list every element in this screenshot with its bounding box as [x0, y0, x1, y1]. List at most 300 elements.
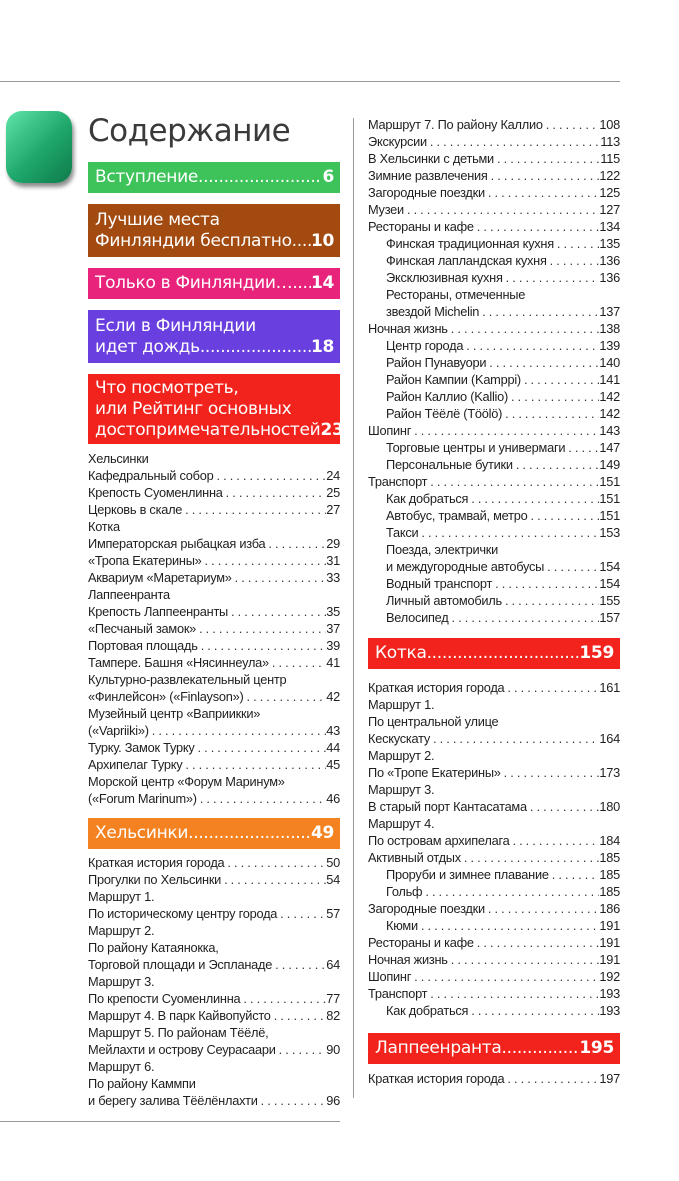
toc-header-line: [95, 167, 334, 188]
toc-header-title: идет дождь: [95, 336, 200, 357]
dot-leader: [504, 1070, 599, 1087]
toc-entry-title: Активный отдых: [368, 850, 461, 865]
toc-entry-page: 82: [326, 1008, 340, 1023]
toc-entry[interactable]: [88, 552, 340, 569]
toc-entry[interactable]: [368, 422, 620, 439]
dot-leader: [430, 730, 599, 747]
toc-entry-page: 185: [599, 867, 620, 882]
toc-entry-title: Краткая история города: [88, 855, 225, 870]
toc-entry[interactable]: [88, 773, 340, 790]
toc-entry[interactable]: [88, 518, 340, 535]
toc-entry-page: 143: [599, 423, 620, 438]
toc-entry[interactable]: [88, 1075, 340, 1092]
toc-entry[interactable]: [368, 473, 620, 490]
toc-header-page: 10: [310, 230, 334, 251]
toc-entry-title: Торговой площади и Эспланаде: [88, 957, 273, 972]
toc-entry[interactable]: [368, 679, 620, 696]
toc-entry[interactable]: [368, 815, 620, 832]
toc-entry[interactable]: [368, 405, 620, 422]
toc-entry-title: Район Тёёлё (Töölö): [386, 406, 503, 421]
toc-entry-title: Район Пунавуори: [386, 355, 487, 370]
toc-entry-title: Морской центр «Форум Маринум»: [88, 774, 285, 789]
toc-entry-title: Крепость Лаппеенранты: [88, 604, 229, 619]
toc-header-page: 159: [579, 643, 614, 663]
dot-leader: [277, 905, 326, 922]
toc-entry-title: Церковь в скале: [88, 502, 183, 517]
dot-leader: [182, 756, 326, 773]
toc-entry[interactable]: [368, 337, 620, 354]
toc-entry-page: 149: [599, 457, 620, 472]
toc-entry[interactable]: [88, 722, 340, 739]
toc-entry[interactable]: [88, 467, 340, 484]
toc-header-title: Только в Финляндии…: [95, 273, 293, 293]
dot-leader: [508, 388, 599, 405]
toc-entry[interactable]: [368, 541, 620, 558]
dot-leader: [196, 620, 326, 637]
toc-entry[interactable]: [368, 592, 620, 609]
toc-header-best[interactable]: [88, 204, 340, 257]
toc-entry-page: 77: [326, 991, 340, 1006]
dot-leader: [474, 218, 600, 235]
toc-entry[interactable]: [368, 609, 620, 626]
dot-leader: [554, 235, 599, 252]
toc-entry-page: 154: [599, 559, 620, 574]
toc-entry-title: «Финлейсон» («Finlayson»): [88, 689, 244, 704]
dot-leader: [422, 883, 599, 900]
toc-entry-page: 151: [599, 508, 620, 523]
dot-leader: [269, 654, 326, 671]
dot-leader: [243, 688, 326, 705]
toc-entry-page: 191: [599, 918, 620, 933]
toc-entry[interactable]: [88, 888, 340, 905]
toc-entry[interactable]: [368, 883, 620, 900]
toc-header-line: [375, 643, 614, 664]
toc-entry-title: Финская традиционная кухня: [386, 236, 554, 251]
toc-entry[interactable]: [88, 586, 340, 603]
toc-entry-page: 151: [599, 474, 620, 489]
toc-entry-title: Водный транспорт: [386, 576, 493, 591]
toc-entry[interactable]: [368, 167, 620, 184]
toc-header-title: Котка: [375, 643, 427, 663]
toc-entry-page: 33: [326, 570, 340, 585]
toc-entry[interactable]: [368, 320, 620, 337]
page-title: Содержание: [88, 113, 291, 149]
toc-entry[interactable]: [368, 286, 620, 303]
toc-entry[interactable]: [368, 696, 620, 713]
toc-entry[interactable]: [368, 388, 620, 405]
toc-entry[interactable]: [88, 484, 340, 501]
toc-entry-title: Архипелаг Турку: [88, 757, 183, 772]
toc-entry-title: Маршрут 1.: [368, 697, 435, 712]
toc-entry[interactable]: [88, 905, 340, 922]
dot-leader: [527, 507, 599, 524]
dot-leader: [544, 558, 599, 575]
toc-entry-title: Финская лапландская кухня: [386, 253, 547, 268]
toc-entry[interactable]: [368, 371, 620, 388]
toc-entry[interactable]: [368, 235, 620, 252]
toc-entry-title: Зимние развлечения: [368, 168, 488, 183]
toc-header-line: [95, 823, 334, 844]
toc-header-lappeenranta[interactable]: [368, 1033, 620, 1064]
dot-leader: [221, 871, 326, 888]
dot-leader: [418, 917, 600, 934]
toc-entry-title: Загородные поездки: [368, 185, 485, 200]
toc-entry-page: 90: [326, 1042, 340, 1057]
toc-entry-page: 139: [599, 338, 620, 353]
toc-entry[interactable]: [368, 150, 620, 167]
toc-entry[interactable]: [368, 524, 620, 541]
toc-entry[interactable]: [368, 764, 620, 781]
toc-entry[interactable]: [88, 705, 340, 722]
toc-entry[interactable]: [88, 1041, 340, 1058]
toc-entry-page: 142: [599, 389, 620, 404]
toc-entry-title: Ночная жизнь: [368, 321, 448, 336]
toc-entry[interactable]: [88, 790, 340, 807]
toc-header-sights[interactable]: [88, 374, 344, 444]
toc-entry[interactable]: [88, 1007, 340, 1024]
toc-entry[interactable]: [88, 1092, 340, 1109]
toc-entry-page: 127: [599, 202, 620, 217]
toc-entry[interactable]: [88, 535, 340, 552]
dot-leader: [292, 273, 311, 294]
toc-entry-page: 37: [326, 621, 340, 636]
toc-entry[interactable]: [88, 871, 340, 888]
dot-leader: [501, 764, 600, 781]
toc-entry[interactable]: [88, 922, 340, 939]
toc-entry[interactable]: [368, 985, 620, 1002]
toc-entry-title: Персональные бутики: [386, 457, 513, 472]
toc-entry[interactable]: [368, 849, 620, 866]
toc-header-page: 195: [579, 1038, 614, 1058]
toc-entry-title: По крепости Суоменлинна: [88, 991, 241, 1006]
dot-leader: [463, 337, 599, 354]
dot-leader: [271, 1007, 327, 1024]
dot-leader: [468, 1002, 599, 1019]
toc-entry-title: Императорская рыбацкая изба: [88, 536, 266, 551]
toc-entry-title: Тампере. Башня «Нясиннеула»: [88, 655, 269, 670]
toc-entry-title: Торговые центры и универмаги: [386, 440, 566, 455]
toc-entry[interactable]: [368, 133, 620, 150]
toc-header-page: 23: [320, 419, 344, 440]
toc-entry[interactable]: [368, 439, 620, 456]
toc-header-page: 18: [310, 336, 334, 357]
toc-entry[interactable]: [88, 939, 340, 956]
toc-entry[interactable]: [368, 781, 620, 798]
dot-leader: [461, 849, 600, 866]
toc-entry-page: 153: [599, 525, 620, 540]
toc-entry-page: 125: [599, 185, 620, 200]
toc-entry[interactable]: [368, 354, 620, 371]
dot-leader: [448, 320, 600, 337]
toc-entry[interactable]: [368, 218, 620, 235]
toc-entry-page: 164: [599, 731, 620, 746]
toc-entry-title: Маршрут 4.: [368, 816, 435, 831]
toc-header-line: [95, 210, 334, 231]
toc-header-title: Хельсинки: [95, 823, 189, 843]
toc-entry[interactable]: [88, 569, 340, 586]
toc-header-line: [375, 1038, 614, 1059]
dot-leader: [418, 524, 599, 541]
toc-entry[interactable]: [88, 739, 340, 756]
dot-leader: [276, 1041, 327, 1058]
toc-entry-title: По центральной улице: [368, 714, 499, 729]
toc-entry-title: Центр города: [386, 338, 464, 353]
helsinki-continued-list: [368, 116, 620, 626]
toc-entry-page: 39: [326, 638, 340, 653]
dot-leader: [197, 790, 326, 807]
toc-header-rain[interactable]: [88, 310, 340, 363]
toc-entry[interactable]: [88, 654, 340, 671]
toc-entry-page: 27: [326, 502, 340, 517]
toc-entry-title: «Песчаный замок»: [88, 621, 197, 636]
toc-entry-page: 44: [326, 740, 340, 755]
toc-entry-page: 180: [599, 799, 620, 814]
toc-header-title: Что посмотреть,: [95, 377, 239, 398]
toc-entry[interactable]: [368, 507, 620, 524]
toc-entry-title: Маршрут 3.: [368, 782, 435, 797]
toc-entry-page: 147: [599, 440, 620, 455]
toc-entry-page: 96: [326, 1093, 340, 1108]
dot-leader: [427, 985, 599, 1002]
toc-entry[interactable]: [368, 968, 620, 985]
toc-header-line: [95, 231, 334, 252]
toc-entry-title: Прогулки по Хельсинки: [88, 872, 222, 887]
toc-entry-page: 113: [600, 134, 620, 149]
toc-header-intro[interactable]: [88, 162, 340, 193]
toc-entry-title: Музеи: [368, 202, 404, 217]
toc-entry[interactable]: [368, 798, 620, 815]
toc-entry-title: Кафедральный собор: [88, 468, 214, 483]
toc-entry-page: 25: [326, 485, 340, 500]
toc-entry-page: 31: [326, 553, 340, 568]
toc-entry-page: 108: [599, 117, 620, 132]
toc-entry-title: Рестораны, отмеченные: [386, 287, 526, 302]
toc-entry-title: Кескускату: [368, 731, 430, 746]
toc-entry[interactable]: [368, 201, 620, 218]
dot-leader: [547, 252, 600, 269]
dot-leader: [479, 303, 599, 320]
toc-entry-page: 185: [599, 884, 620, 899]
toc-entry-title: Район Каллио (Kallio): [386, 389, 509, 404]
toc-entry-title: Маршрут 7. По району Каллио: [368, 117, 543, 132]
dot-leader: [492, 575, 599, 592]
dot-leader: [272, 956, 326, 973]
toc-entry-title: Маршрут 1.: [88, 889, 155, 904]
dot-leader: [494, 150, 600, 167]
dot-leader: [513, 456, 600, 473]
toc-entry[interactable]: [368, 866, 620, 883]
toc-entry-title: Автобус, трамвай, метро: [386, 508, 528, 523]
toc-entry[interactable]: [88, 501, 340, 518]
dot-leader: [194, 739, 326, 756]
dot-leader: [182, 501, 326, 518]
toc-entry[interactable]: [368, 747, 620, 764]
toc-header-line: [95, 337, 334, 358]
toc-entry-page: 35: [326, 604, 340, 619]
toc-entry-title: Маршрут 2.: [368, 748, 435, 763]
toc-entry-title: («Forum Marinum»): [88, 791, 197, 806]
toc-entry-title: Шопинг: [368, 423, 412, 438]
right-column: [368, 116, 620, 1087]
toc-entry-page: 184: [599, 833, 620, 848]
toc-entry-title: Котка: [88, 519, 120, 534]
toc-entry-title: Турку. Замок Турку: [88, 740, 195, 755]
dot-leader: [448, 609, 599, 626]
toc-entry[interactable]: [368, 900, 620, 917]
toc-entry-page: 50: [326, 855, 340, 870]
toc-entry-title: По району Каммпи: [88, 1076, 196, 1091]
toc-header-line: [95, 273, 334, 294]
toc-entry[interactable]: [88, 637, 340, 654]
toc-entry-title: и междугородные автобусы: [386, 559, 545, 574]
toc-entry[interactable]: [368, 832, 620, 849]
toc-entry[interactable]: [368, 951, 620, 968]
dot-leader: [228, 603, 326, 620]
toc-entry-title: Маршрут 6.: [88, 1059, 155, 1074]
toc-entry-page: 122: [599, 168, 620, 183]
dot-leader: [149, 722, 327, 739]
dot-leader: [198, 167, 322, 188]
toc-entry[interactable]: [368, 303, 620, 320]
toc-entry-page: 115: [600, 151, 620, 166]
toc-entry[interactable]: [368, 490, 620, 507]
toc-header-page: 49: [310, 823, 334, 843]
toc-header-kotka[interactable]: [368, 638, 620, 669]
toc-entry[interactable]: [88, 688, 340, 705]
toc-entry[interactable]: [88, 973, 340, 990]
toc-header-line: [95, 419, 344, 441]
dot-leader: [527, 798, 600, 815]
toc-header-helsinki[interactable]: [88, 818, 340, 849]
toc-entry[interactable]: [88, 1058, 340, 1075]
toc-entry[interactable]: [88, 956, 340, 973]
dot-leader: [502, 1038, 580, 1059]
dot-leader: [404, 201, 599, 218]
toc-entry[interactable]: [88, 990, 340, 1007]
toc-entry-title: По району Катаянокка,: [88, 940, 219, 955]
toc-entry-title: Поезда, электрички: [386, 542, 499, 557]
toc-entry-page: 192: [599, 969, 620, 984]
toc-entry-page: 41: [326, 655, 340, 670]
toc-entry-page: 191: [599, 935, 620, 950]
toc-entry-title: Такси: [386, 525, 419, 540]
dot-leader: [427, 473, 599, 490]
toc-entry-page: 136: [599, 270, 620, 285]
toc-entry[interactable]: [88, 620, 340, 637]
toc-entry[interactable]: [368, 713, 620, 730]
toc-entry-page: 57: [326, 906, 340, 921]
toc-entry-title: Аквариум «Маретариум»: [88, 570, 232, 585]
toc-entry-title: По «Тропе Екатерины»: [368, 765, 501, 780]
toc-entry[interactable]: [368, 252, 620, 269]
toc-entry[interactable]: [88, 854, 340, 871]
toc-entry-title: Культурно-развлекательный центр: [88, 672, 287, 687]
toc-entry-page: 161: [599, 680, 620, 695]
dot-leader: [521, 371, 599, 388]
dot-leader: [502, 592, 599, 609]
toc-entry-page: 29: [326, 536, 340, 551]
toc-entry[interactable]: [368, 917, 620, 934]
toc-entry-title: Маршрут 5. По районам Тёёлё,: [88, 1025, 269, 1040]
column-divider: [353, 118, 354, 1098]
dot-leader: [474, 934, 600, 951]
toc-entry[interactable]: [368, 1002, 620, 1019]
toc-entry-title: Район Кампии (Kamppi): [386, 372, 521, 387]
toc-entry[interactable]: [368, 558, 620, 575]
toc-entry-title: Гольф: [386, 884, 423, 899]
toc-header-only[interactable]: [88, 268, 340, 299]
toc-entry-page: 136: [599, 253, 620, 268]
toc-entry-page: 154: [599, 576, 620, 591]
toc-entry-page: 186: [599, 901, 620, 916]
dot-leader: [411, 422, 599, 439]
toc-entry-page: 43: [326, 723, 340, 738]
toc-entry-page: 46: [326, 791, 340, 806]
toc-header-line: [95, 316, 334, 337]
toc-entry-title: Рестораны и кафе: [368, 935, 474, 950]
dot-leader: [292, 231, 311, 252]
dot-leader: [427, 643, 580, 664]
toc-entry-title: Маршрут 4. В парк Кайвопуйсто: [88, 1008, 271, 1023]
toc-header-title: или Рейтинг основных: [95, 398, 292, 419]
dot-leader: [485, 900, 600, 917]
toc-entry-page: 45: [326, 757, 340, 772]
toc-entry-title: Лаппеенранта: [88, 587, 170, 602]
toc-entry[interactable]: [88, 756, 340, 773]
dot-leader: [488, 167, 600, 184]
left-column: [88, 162, 344, 1109]
toc-entry[interactable]: [368, 730, 620, 747]
toc-entry[interactable]: [368, 456, 620, 473]
toc-header-page: 14: [310, 273, 334, 293]
toc-entry-page: 54: [326, 872, 340, 887]
dot-leader: [223, 484, 327, 501]
toc-entry[interactable]: [368, 934, 620, 951]
toc-entry[interactable]: [88, 671, 340, 688]
toc-entry[interactable]: [88, 603, 340, 620]
toc-entry-title: Маршрут 2.: [88, 923, 155, 938]
toc-entry-title: Экскурсии: [368, 134, 427, 149]
toc-entry-title: Как добраться: [386, 1003, 469, 1018]
toc-entry-title: Крепость Суоменлинна: [88, 485, 223, 500]
toc-header-line: [95, 378, 334, 399]
dot-leader: [240, 990, 326, 1007]
dot-leader: [224, 854, 326, 871]
toc-entry-title: По островам архипелага: [368, 833, 510, 848]
dot-leader: [502, 405, 599, 422]
dot-leader: [198, 637, 327, 654]
dot-leader: [565, 439, 599, 456]
dot-leader: [509, 832, 599, 849]
helsinki-list: [88, 854, 340, 1109]
toc-entry-page: 185: [599, 850, 620, 865]
toc-entry[interactable]: [368, 269, 620, 286]
dot-leader: [202, 552, 327, 569]
toc-entry-title: Эксклюзивная кухня: [386, 270, 503, 285]
toc-entry[interactable]: [88, 450, 340, 467]
toc-entry[interactable]: [88, 1024, 340, 1041]
toc-header-title: Лучшие места: [95, 209, 220, 230]
toc-entry-page: 155: [599, 593, 620, 608]
toc-entry[interactable]: [368, 575, 620, 592]
dot-leader: [468, 490, 599, 507]
sights-list: [88, 450, 340, 807]
toc-entry[interactable]: [368, 1070, 620, 1087]
toc-entry[interactable]: [368, 184, 620, 201]
toc-entry[interactable]: [368, 116, 620, 133]
toc-entry-title: и берегу залива Тёёлёнлахти: [88, 1093, 258, 1108]
toc-entry-title: Проруби и зимнее плавание: [386, 867, 549, 882]
